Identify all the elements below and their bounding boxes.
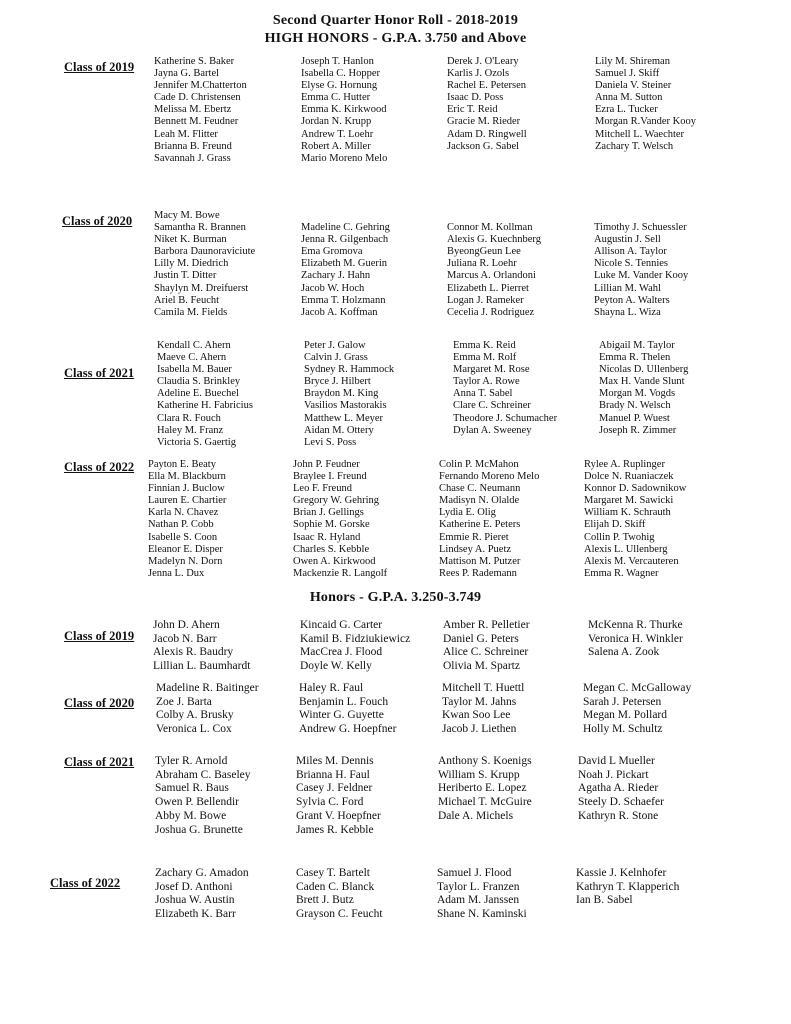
student-name: Finnian J. Buclow [148,483,225,495]
student-name: Adeline E. Buechel [157,388,239,400]
student-name: Clare C. Schreiner [453,400,531,412]
student-name: Joseph T. Hanlon [301,56,374,67]
student-name: Adam D. Ringwell [447,128,527,140]
student-name: Gracie M. Rieder [447,116,521,128]
student-name: Emma C. Hutter [301,92,371,104]
student-name: Sarah J. Petersen [583,695,662,708]
student-name: Marcus A. Orlandoni [447,270,536,282]
student-name: Dylan A. Sweeney [453,424,532,436]
student-name: Madeline C. Gehring [301,222,390,234]
name-column [301,210,451,319]
student-name: Maeve C. Ahern [157,352,227,364]
student-name: Robert A. Miller [301,140,371,152]
name-column [453,340,603,437]
class-label: Class of 2019 [64,60,135,74]
name-column [157,340,307,449]
student-name: Peyton A. Walters [594,294,670,306]
student-name: Emma R. Wagner [584,567,659,579]
student-name: Lillian M. Wahl [594,282,661,294]
name-column [447,210,597,319]
student-name: Nicolas D. Ullenberg [599,364,689,376]
student-name: Emma M. Rolf [453,352,517,364]
student-name: Niket K. Burman [154,234,227,246]
student-name: Abraham C. Baseley [155,768,251,781]
student-name: Morgan R.Vander Kooy [595,116,697,128]
student-name: Collin P. Twohig [584,531,655,543]
student-name: Konnor D. Sadownikow [584,483,687,495]
name-column [576,867,726,908]
student-name: Brianna H. Faul [296,768,370,781]
student-name: Theodore J. Schumacher [453,412,558,424]
student-name: Lydia E. Olig [439,507,496,519]
student-name: Alexis G. Kuechnberg [447,234,541,246]
student-name: Megan C. McGalloway [583,682,692,694]
student-name: Mitchell L. Waechter [595,128,685,140]
student-name: Samantha R. Brannen [154,222,246,234]
student-name: Shane N. Kaminski [437,908,527,921]
student-name: Bennett M. Feudner [154,116,239,128]
student-name: Charles S. Kebble [293,543,370,555]
student-name: Dale A. Michels [438,809,514,822]
student-name: Kamil B. Fidziukiewicz [300,632,411,645]
student-name: Samuel J. Flood [437,867,512,879]
student-name: Juliana R. Loehr [447,258,517,270]
class-label: Class of 2021 [64,366,135,380]
student-name: Rylee A. Ruplinger [584,459,665,470]
student-name: Ezra L. Tucker [595,104,658,116]
student-name: William S. Krupp [438,768,520,781]
student-name: Joshua G. Brunette [155,823,243,836]
student-name: Abby M. Bowe [155,809,227,822]
student-name: Eleanor E. Disper [148,543,223,555]
student-name: Alexis L. Ullenberg [584,543,668,555]
student-name: Olivia M. Spartz [443,660,520,673]
name-column [300,619,450,674]
student-name: Jackson G. Sabel [447,140,520,152]
name-column [154,56,304,165]
student-name: James R. Kebble [296,823,374,836]
student-name: Daniel G. Peters [443,632,519,645]
student-name: Heriberto E. Lopez [438,782,527,795]
student-name: Ariel B. Feucht [154,294,220,306]
student-name: Isaac D. Poss [447,92,504,104]
high-honors-heading: HIGH HONORS - G.P.A. 3.750 and Above [264,31,527,46]
student-name: Caden C. Blanck [296,880,375,893]
student-name: Jayna G. Bartel [154,68,220,80]
student-name: Allison A. Taylor [594,246,667,258]
student-name: Melissa M. Ebertz [154,104,232,116]
student-name: William K. Schrauth [584,507,671,519]
student-name: Sophie M. Gorske [293,519,370,531]
student-name: Benjamin L. Fouch [299,695,389,708]
student-name: Braylee I. Freund [293,471,367,483]
student-name: Morgan M. Vogds [599,388,676,400]
student-name: Shayna L. Wiza [594,306,661,318]
student-name: Levi S. Poss [304,436,357,448]
student-name: Tyler R. Arnold [155,755,228,767]
student-name [301,210,451,222]
student-name: Timothy J. Schuessler [594,222,687,234]
name-column [153,619,303,674]
student-name: Kincaid G. Carter [300,619,383,631]
class-label: Class of 2020 [62,214,133,228]
student-name: Adam M. Janssen [437,894,520,907]
name-column [304,340,454,449]
name-column [584,459,734,580]
student-name: Ian B. Sabel [576,894,633,907]
name-column [301,56,451,165]
student-name: Matthew L. Meyer [304,412,384,424]
student-name: Justin T. Ditter [154,270,217,282]
student-name: John P. Feudner [293,459,360,470]
honors-heading: Honors - G.P.A. 3.250-3.749 [309,590,482,605]
student-name: Ema Gromova [301,246,363,258]
student-name: Isabelle S. Coon [148,531,218,543]
student-name: Kendall C. Ahern [157,340,231,351]
student-name: Isaac R. Hyland [293,531,361,543]
student-name: Anna T. Sabel [453,388,513,400]
student-name: Kathryn T. Klapperich [576,880,680,893]
student-name: Grayson C. Feucht [296,908,383,921]
class-label: Class of 2021 [64,755,135,769]
name-column [296,867,446,922]
student-name: Margaret M. Sawicki [584,495,674,507]
student-name: Vasilios Mastorakis [304,400,387,412]
student-name: Veronica L. Cox [156,723,232,736]
student-name: Madeline R. Baitinger [156,682,259,694]
student-name: Ella M. Blackburn [148,471,226,483]
student-name: Daniela V. Steiner [595,80,672,92]
name-column [578,755,728,824]
student-name: Taylor M. Jahns [442,695,517,708]
student-name: Jenna L. Dux [148,567,205,579]
student-name: Veronica H. Winkler [588,632,683,645]
student-name: Miles M. Dennis [296,755,374,767]
student-name: Elizabeth K. Barr [155,908,236,921]
student-name: Braydon M. King [304,388,379,400]
student-name: Emma K. Kirkwood [301,104,387,116]
student-name: Barbora Daunoraviciute [154,246,256,258]
student-name: Katherine E. Peters [439,519,521,531]
student-name: Samuel J. Skiff [595,68,660,80]
student-name: Eric T. Reid [447,104,498,116]
student-name: Brianna B. Freund [154,140,232,152]
student-name: Samuel R. Baus [155,782,229,795]
student-name: Logan J. Rameker [447,294,524,306]
student-name: Elizabeth M. Guerin [301,258,388,270]
student-name: Casey J. Feldner [296,782,373,795]
student-name: Abigail M. Taylor [599,340,675,351]
student-name: Andrew T. Loehr [301,128,374,140]
student-name: Brian J. Gellings [293,507,364,519]
student-name: MacCrea J. Flood [300,646,383,659]
student-name: Chase C. Neumann [439,483,521,495]
name-column [595,56,745,153]
student-name: John D. Ahern [153,619,220,631]
student-name: Alexis M. Vercauteren [584,555,679,567]
name-column [588,619,738,660]
student-name: Jacob J. Liethen [442,723,517,736]
student-name: David L Mueller [578,755,655,767]
student-name: ByeongGeun Lee [447,246,521,258]
student-name: Joseph R. Zimmer [599,424,677,436]
name-column [442,682,592,737]
student-name: Zachary T. Welsch [595,140,674,152]
student-name: Jordan N. Krupp [301,116,372,128]
student-name: McKenna R. Thurke [588,619,683,631]
student-name: Rachel E. Petersen [447,80,527,92]
student-name: Salena A. Zook [588,646,660,659]
student-name: Zachary J. Hahn [301,270,371,282]
student-name: Joshua W. Austin [155,894,235,907]
student-name: Savannah J. Grass [154,152,231,164]
name-column [155,867,305,922]
student-name: Andrew G. Hoepfner [299,723,397,736]
student-name: Lilly M. Diedrich [154,258,229,270]
student-name: Dolce N. Ruaniaczek [584,471,674,483]
student-name: Jacob A. Koffman [301,306,378,318]
name-column [296,755,446,837]
student-name: Katherine H. Fabricius [157,400,253,412]
student-name: Amber R. Pelletier [443,619,530,631]
student-name: Lindsey A. Puetz [439,543,512,555]
student-name: Isabella C. Hopper [301,68,381,80]
student-name: Cecelia J. Rodriguez [447,306,535,318]
student-name: Michael T. McGuire [438,796,532,809]
student-name: Margaret M. Rose [453,364,530,376]
student-name: Jacob N. Barr [153,632,217,645]
student-name: Isabella M. Bauer [157,364,232,376]
name-column [154,210,304,319]
student-name: Karla N. Chavez [148,507,219,519]
student-name: Calvin J. Grass [304,352,368,364]
student-name: Owen A. Kirkwood [293,555,376,567]
student-name: Camila M. Fields [154,306,228,318]
student-name: Grant V. Hoepfner [296,809,381,822]
student-name: Jenna R. Gilgenbach [301,234,389,246]
student-name: Zachary G. Amadon [155,867,249,879]
student-name: Megan M. Pollard [583,709,668,722]
class-label: Class of 2022 [50,876,121,890]
student-name: Lillian L. Baumhardt [153,660,251,673]
student-name: Manuel P. Wuest [599,412,670,424]
student-name: Elijah D. Skiff [584,519,646,531]
student-name [594,210,744,222]
student-name: Clara R. Fouch [157,412,221,424]
student-name: Elizabeth L. Pierret [447,282,529,294]
student-name: Kassie J. Kelnhofer [576,867,667,879]
student-name: Anthony S. Koenigs [438,755,532,767]
student-name: Karlis J. Ozols [447,68,510,80]
student-name: Augustin J. Sell [594,234,661,246]
student-name: Mitchell T. Huettl [442,682,525,694]
student-name: Alice C. Schreiner [443,646,529,659]
student-name: Lily M. Shireman [595,56,670,67]
student-name: Peter J. Galow [304,340,366,351]
student-name: Fernando Moreno Melo [439,471,540,483]
student-name: Lauren E. Chartier [148,495,227,507]
name-column [293,459,443,580]
student-name: Josef D. Anthoni [155,880,233,893]
student-name: Alexis R. Baudry [153,646,234,659]
name-column [443,619,593,674]
student-name: Katherine S. Baker [154,56,235,67]
page-title: Second Quarter Honor Roll - 2018-2019 [272,13,519,28]
student-name: Elyse G. Hornung [301,80,378,92]
name-column [155,755,305,837]
name-column [599,340,749,437]
student-name: Casey T. Bartelt [296,867,370,879]
student-name: Emma K. Reid [453,340,516,351]
name-column [438,755,588,824]
student-name: Leah M. Flitter [154,128,218,140]
student-name: Aidan M. Ottery [304,424,374,436]
student-name: Taylor A. Rowe [453,376,520,388]
student-name: Colby A. Brusky [156,709,234,722]
student-name: Winter G. Guyette [299,709,384,722]
student-name: Jennifer M.Chatterton [154,80,247,92]
name-column [156,682,306,737]
student-name: Derek J. O'Leary [447,56,519,67]
name-column [583,682,733,737]
name-column [148,459,298,580]
student-name: Mario Moreno Melo [301,152,388,164]
student-name: Haley R. Faul [299,682,364,694]
student-name: Anna M. Sutton [595,92,663,104]
student-name: Shaylyn M. Dreifuerst [154,282,249,294]
student-name: Doyle W. Kelly [300,660,372,673]
student-name: Emmie R. Pieret [439,531,509,543]
student-name: Bryce J. Hilbert [304,376,371,388]
student-name: Claudia S. Brinkley [157,376,241,388]
student-name: Agatha A. Rieder [578,782,659,795]
class-label: Class of 2019 [64,629,135,643]
student-name: Mackenzie R. Langolf [293,567,388,579]
student-name: Macy M. Bowe [154,210,220,221]
student-name: Connor M. Kollman [447,222,533,234]
class-label: Class of 2020 [64,696,135,710]
student-name: Brady N. Welsch [599,400,671,412]
student-name: Madisyn N. Olalde [439,495,520,507]
student-name: Emma R. Thelen [599,352,671,364]
class-label: Class of 2022 [64,460,135,474]
student-name: Owen P. Bellendir [155,796,240,809]
student-name: Gregory W. Gehring [293,495,380,507]
student-name: Nicole S. Tennies [594,258,669,270]
name-column [439,459,589,580]
student-name: Sylvia C. Ford [296,796,364,809]
student-name: Cade D. Christensen [154,92,241,104]
student-name: Max H. Vande Slunt [599,376,685,388]
student-name: Kwan Soo Lee [442,709,511,722]
student-name: Brett J. Butz [296,894,354,907]
student-name: Haley M. Franz [157,424,224,436]
student-name: Noah J. Pickart [578,768,649,781]
student-name: Payton E. Beaty [148,459,216,470]
student-name: Zoe J. Barta [156,695,212,708]
student-name: Mattison M. Putzer [439,555,521,567]
student-name [447,210,597,222]
student-name: Steely D. Schaefer [578,796,664,809]
student-name: Taylor L. Franzen [437,880,520,893]
student-name: Sydney R. Hammock [304,364,395,376]
student-name: Colin P. McMahon [439,459,519,470]
student-name: Nathan P. Cobb [148,519,214,531]
student-name: Emma T. Holzmann [301,294,386,306]
student-name: Rees P. Rademann [439,567,517,579]
student-name: Jacob W. Hoch [301,282,365,294]
student-name: Holly M. Schultz [583,723,663,736]
student-name: Luke M. Vander Kooy [594,270,689,282]
name-column [447,56,597,153]
student-name: Leo F. Freund [293,483,352,495]
name-column [594,210,744,319]
student-name: Victoria S. Gaertig [157,436,236,448]
name-column [299,682,449,737]
student-name: Kathryn R. Stone [578,809,659,822]
student-name: Madelyn N. Dorn [148,555,223,567]
name-column [437,867,587,922]
